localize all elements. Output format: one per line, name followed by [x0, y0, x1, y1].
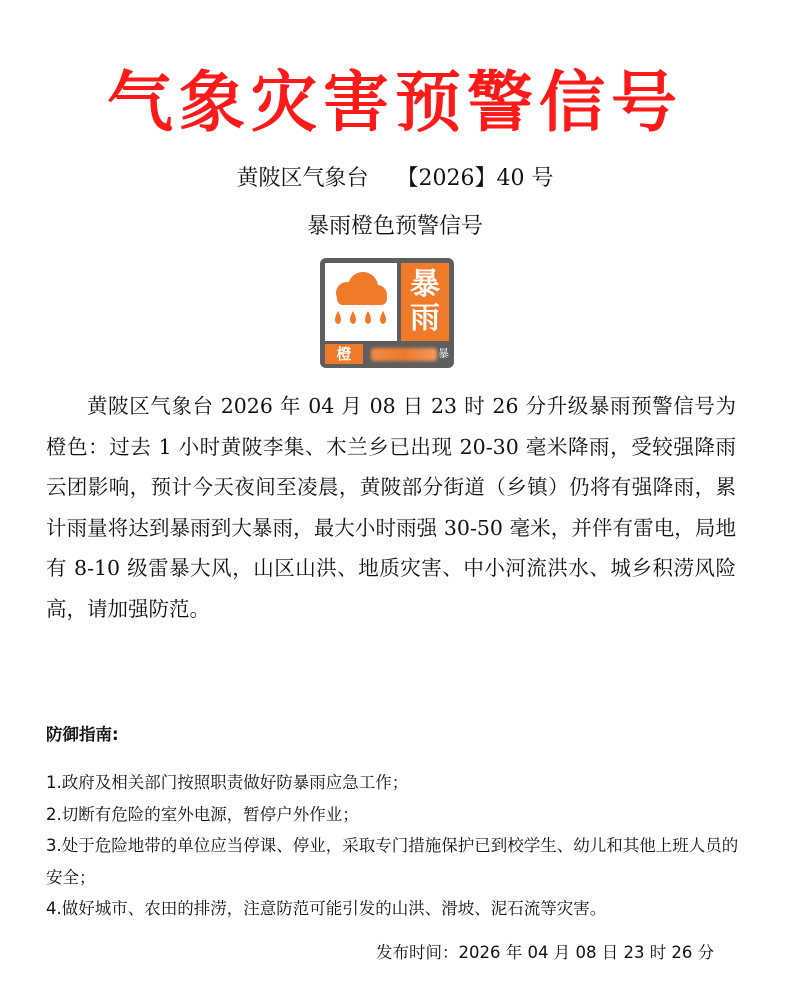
issuer-office: 黄陂区气象台: [236, 166, 369, 191]
warning-type-char: 暴: [410, 267, 440, 302]
page-title: 气象灾害预警信号: [107, 63, 683, 141]
warning-level-strip: [325, 344, 449, 364]
signal-name: 暴雨橙色预警信号: [306, 214, 483, 239]
warning-type-char: 雨: [410, 301, 440, 336]
warning-signal-icon: [320, 258, 454, 368]
guidance-item: 2.切断有危险的室外电源，暂停户外作业；: [46, 804, 359, 824]
document-number: 【2026】40 号: [396, 166, 554, 191]
guidance-item: 4.做好城市、农田的排涝，注意防范可能引发的山洪、滑坡、泥石流等灾害。: [46, 899, 607, 918]
warning-level-suffix: 暴: [438, 347, 449, 360]
heavy-rain-cloud-icon: [325, 263, 397, 341]
guidance-item: 1.政府及相关部门按照职责做好防暴雨应急工作；: [46, 773, 409, 792]
warning-level-label: 橙: [325, 344, 363, 364]
blurred-label-bar: [371, 348, 437, 361]
guidance-heading: 防御指南:: [46, 725, 119, 744]
release-time: 发布时间：2026 年 04 月 08 日 23 时 26 分: [376, 943, 715, 962]
warning-body-paragraph: 黄陂区气象台 2026 年 04 月 08 日 23 时 26 分升级暴雨预警信号为橙色：过去 1 小时黄陂李集、木兰乡已出现 20-30 毫米降雨，受较强降雨云团影响，预计今天夜间至凌晨，黄陂部分街道（乡镇）仍将有强降雨，累计雨量将达到暴雨到大暴雨，最大小时雨强 30-50 毫米，并伴有雷电，局地有 8-10 级雷暴大风，山区山洪、地质灾害、中小河流洪水、城乡积涝风险高，请加强防范。: [46, 394, 736, 621]
guidance-item: 3.处于危险地带的单位应当停课、停业，采取专门措施保护已到校学生、幼儿和其他上班人员的安全；: [46, 836, 739, 887]
warning-type-label: [401, 263, 449, 341]
guidance-list: [46, 767, 746, 925]
issuer-line: [0, 164, 790, 194]
